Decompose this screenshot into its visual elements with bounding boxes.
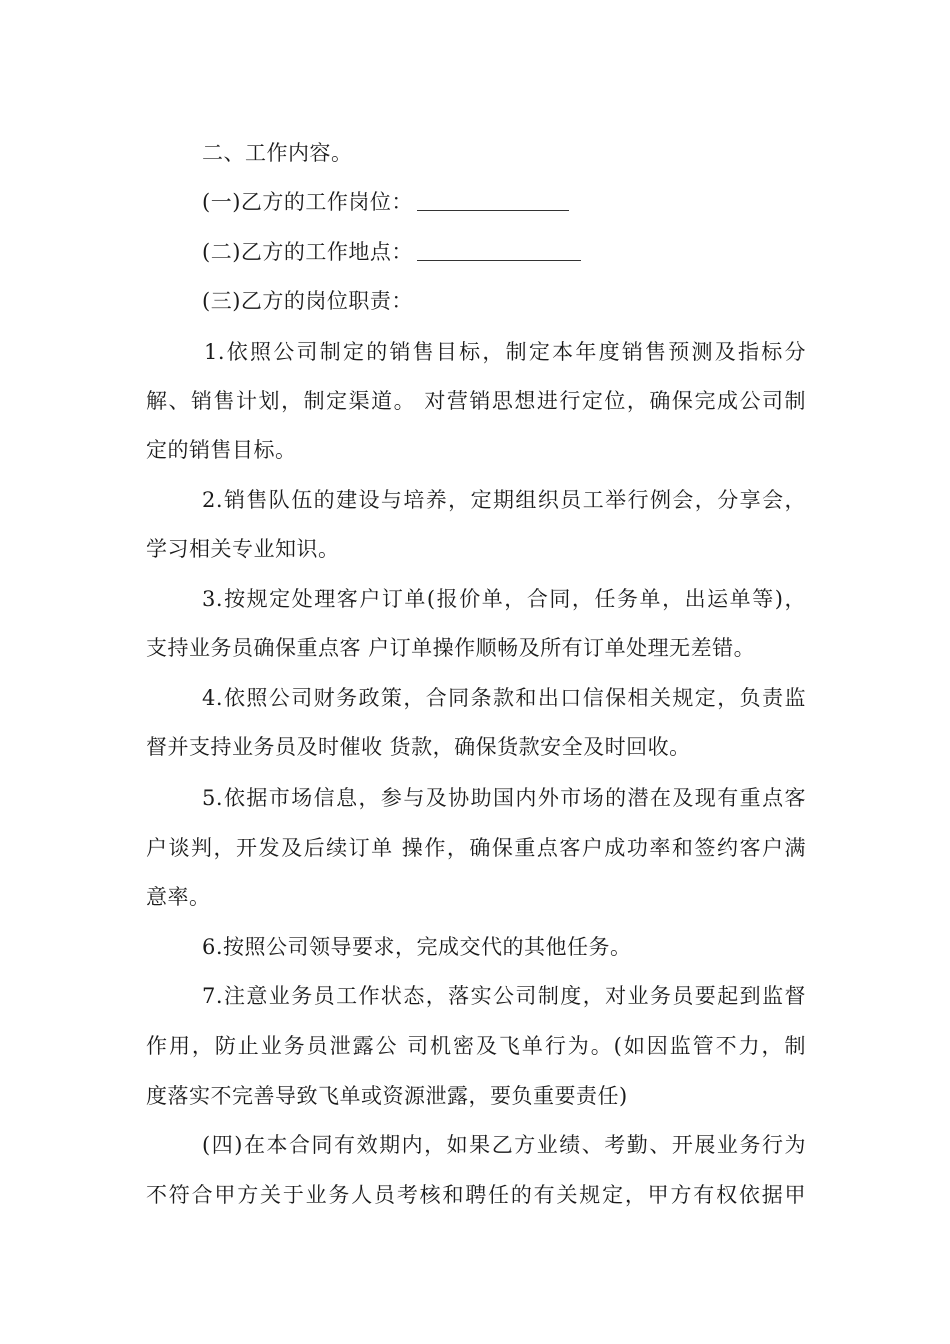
duty-3-line-2: 支持业务员确保重点客 户订单操作顺畅及所有订单处理无差错。 bbox=[146, 636, 756, 660]
duty-7-line-2: 作用，防止业务员泄露公 司机密及飞单行为。(如因监管不力，制 bbox=[146, 1034, 806, 1058]
duty-3-line-1: 3.按规定处理客户订单(报价单，合同，任务单，出运单等)， bbox=[202, 587, 806, 611]
work-position-blank[interactable] bbox=[417, 188, 569, 211]
duty-4-line-1: 4.依照公司财务政策，合同条款和出口信保相关规定，负责监 bbox=[202, 686, 806, 710]
duty-6-line-1: 6.按照公司领导要求，完成交代的其他任务。 bbox=[202, 935, 632, 959]
work-location-line bbox=[202, 237, 862, 267]
duties-label: (三)乙方的岗位职责： bbox=[202, 289, 413, 313]
duty-7-line-1: 7.注意业务员工作状态，落实公司制度，对业务员要起到监督 bbox=[202, 984, 806, 1008]
duty-5-line-1: 5.依据市场信息，参与及协助国内外市场的潜在及现有重点客 bbox=[202, 786, 806, 810]
duty-4-line-2: 督并支持业务员及时催收 货款，确保货款安全及时回收。 bbox=[146, 735, 691, 759]
work-position-label: (一)乙方的工作岗位： bbox=[202, 190, 413, 214]
section-title: 二、工作内容。 bbox=[202, 141, 353, 165]
work-position-line bbox=[202, 187, 862, 217]
duty-5-line-2: 户谈判，开发及后续订单 操作，确保重点客户成功率和签约客户满 bbox=[146, 836, 806, 860]
work-location-blank[interactable] bbox=[417, 238, 581, 261]
duty-5-line-3: 意率。 bbox=[146, 885, 211, 909]
duty-1-line-3: 定的销售目标。 bbox=[146, 438, 297, 462]
item-4-line-2: 不符合甲方关于业务人员考核和聘任的有关规定，甲方有权依据甲 bbox=[146, 1183, 806, 1207]
duty-7-line-3: 度落实不完善导致飞单或资源泄露，要负重要责任) bbox=[146, 1084, 628, 1108]
duty-2-line-1: 2.销售队伍的建设与培养，定期组织员工举行例会，分享会， bbox=[202, 488, 806, 512]
work-location-label: (二)乙方的工作地点： bbox=[202, 240, 413, 264]
duty-1-line-2: 解、销售计划，制定渠道。 对营销思想进行定位，确保完成公司制 bbox=[146, 389, 806, 413]
duty-2-line-2: 学习相关专业知识。 bbox=[146, 537, 340, 561]
duty-1-line-1: 1.依照公司制定的销售目标，制定本年度销售预测及指标分 bbox=[204, 340, 806, 364]
item-4-line-1: (四)在本合同有效期内，如果乙方业绩、考勤、开展业务行为 bbox=[202, 1133, 806, 1157]
